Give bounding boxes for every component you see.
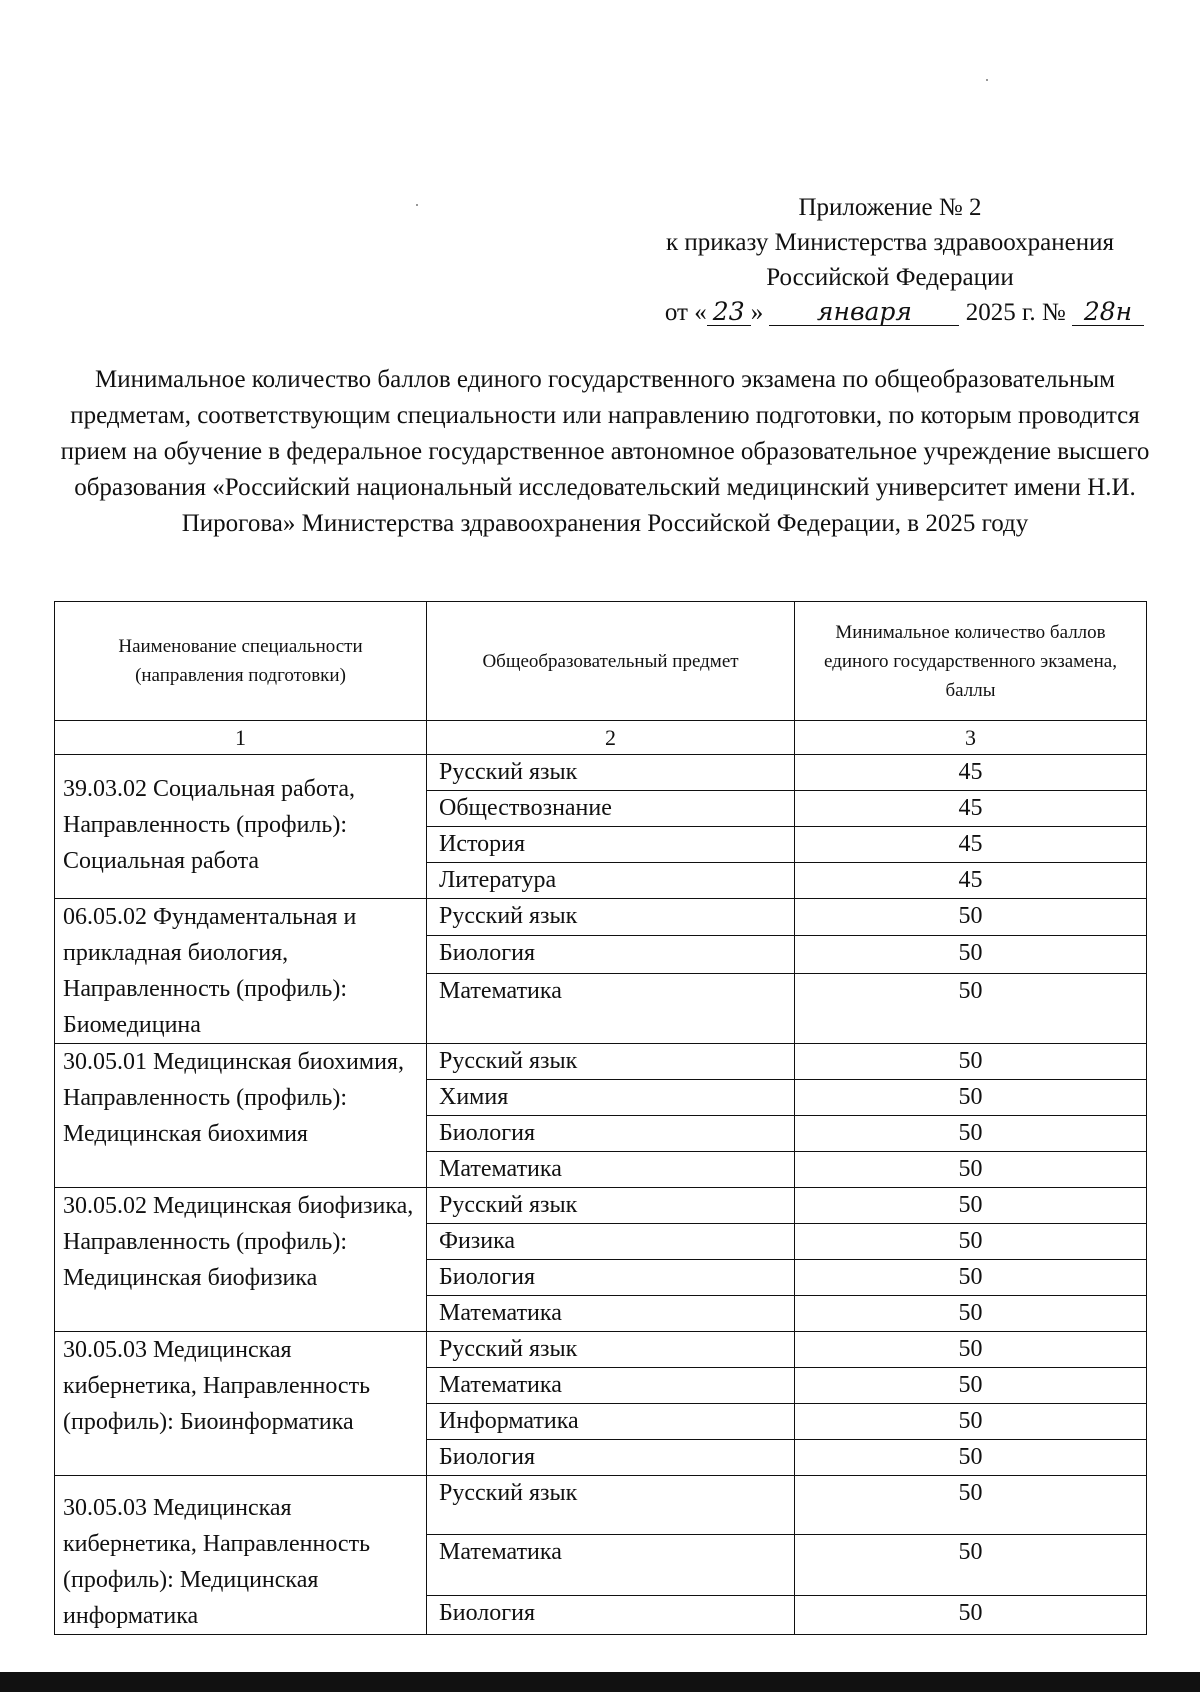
score-cell: 50 [795,1368,1147,1404]
handwritten-order-number: 28н [1072,299,1144,326]
subject-cell: Русский язык [427,755,795,791]
subject-cell: Литература [427,863,795,899]
score-cell: 50 [795,1116,1147,1152]
specialty-cell: 30.05.03 Медицинская кибернетика, Направленность (профиль): Медицинская информатика [55,1476,427,1635]
subject-cell: Биология [427,1260,795,1296]
score-cell: 50 [795,936,1147,973]
order-year: 2025 г. № [965,299,1066,326]
scores-table-wrapper [54,601,1146,1635]
subject-cell: Математика [427,973,795,1043]
specialty-cell: 30.05.03 Медицинская кибернетика, Направленность (профиль): Биоинформатика [55,1332,427,1476]
score-cell: 50 [795,1044,1147,1080]
score-cell: 50 [795,899,1147,936]
order-prefix: от « [664,299,707,326]
subject-cell: Физика [427,1224,795,1260]
score-cell: 50 [795,1440,1147,1476]
subject-cell: Биология [427,1440,795,1476]
score-cell: 45 [795,755,1147,791]
score-cell: 50 [795,1152,1147,1188]
ministry-country: Российской Федерации [766,264,1014,291]
specialty-cell: 06.05.02 Фундаментальная и прикладная биология, Направленность (профиль): Биомедицина [55,899,427,1044]
subject-cell: Биология [427,936,795,973]
score-cell: 50 [795,1188,1147,1224]
handwritten-day: 23 [707,299,751,326]
table-row [55,1332,1147,1368]
order-date-line [620,295,1160,330]
specialty-cell: 30.05.01 Медицинская биохимия, Направленность (профиль): Медицинская биохимия [55,1044,427,1188]
column-number-row [55,721,1147,755]
subject-cell: Математика [427,1368,795,1404]
handwritten-month: января [769,299,959,326]
subject-cell: Обществознание [427,791,795,827]
subject-cell: История [427,827,795,863]
table-header-row [55,602,1147,721]
subject-cell: Русский язык [427,899,795,936]
subject-cell: Биология [427,1116,795,1152]
score-cell: 45 [795,863,1147,899]
table-row [55,899,1147,936]
score-cell: 50 [795,1332,1147,1368]
table-row [55,755,1147,791]
score-cell: 50 [795,1534,1147,1595]
subject-cell: Биология [427,1595,795,1634]
header-min-score: Минимальное количество баллов единого государственного экзамена, баллы [795,602,1147,721]
subject-cell: Химия [427,1080,795,1116]
score-cell: 45 [795,791,1147,827]
score-cell: 50 [795,1080,1147,1116]
scan-speck [416,204,418,206]
column-number: 2 [427,721,795,755]
score-cell: 50 [795,973,1147,1043]
table-row [55,1188,1147,1224]
header-subject: Общеобразовательный предмет [427,602,795,721]
subject-cell: Русский язык [427,1476,795,1535]
scores-table [54,601,1147,1635]
table-row [55,1044,1147,1080]
score-cell: 45 [795,827,1147,863]
specialty-cell: 30.05.02 Медицинская биофизика, Направленность (профиль): Медицинская биофизика [55,1188,427,1332]
column-number: 1 [55,721,427,755]
subject-cell: Информатика [427,1404,795,1440]
appendix-header [620,190,1160,330]
subject-cell: Русский язык [427,1188,795,1224]
header-specialty: Наименование специальности (направления подготовки) [55,602,427,721]
subject-cell: Математика [427,1152,795,1188]
score-cell: 50 [795,1404,1147,1440]
subject-cell: Русский язык [427,1332,795,1368]
scan-speck [986,79,988,81]
specialty-cell: 39.03.02 Социальная работа, Направленность (профиль): Социальная работа [55,755,427,899]
document-title: Минимальное количество баллов единого государственного экзамена по общеобразовательным предметам, соответствующим специальности или направлению подготовки, по которым проводится прием на обучение в федеральное государственное автономное образовательное учреждение высшего образования «Российский национальный исследовательский медицинский университет имени Н.И. Пирогова» Министерства здравоохранения Российской Федерации, в 2025 году [60,366,1150,537]
subject-cell: Русский язык [427,1044,795,1080]
column-number: 3 [795,721,1147,755]
appendix-number: Приложение № 2 [798,194,982,221]
score-cell: 50 [795,1476,1147,1535]
order-quote-close: » [750,299,764,326]
score-cell: 50 [795,1296,1147,1332]
table-row [55,1476,1147,1535]
score-cell: 50 [795,1224,1147,1260]
score-cell: 50 [795,1260,1147,1296]
subject-cell: Математика [427,1534,795,1595]
score-cell: 50 [795,1595,1147,1634]
subject-cell: Математика [427,1296,795,1332]
order-reference: к приказу Министерства здравоохранения [665,229,1115,256]
scan-border [0,1672,1200,1692]
